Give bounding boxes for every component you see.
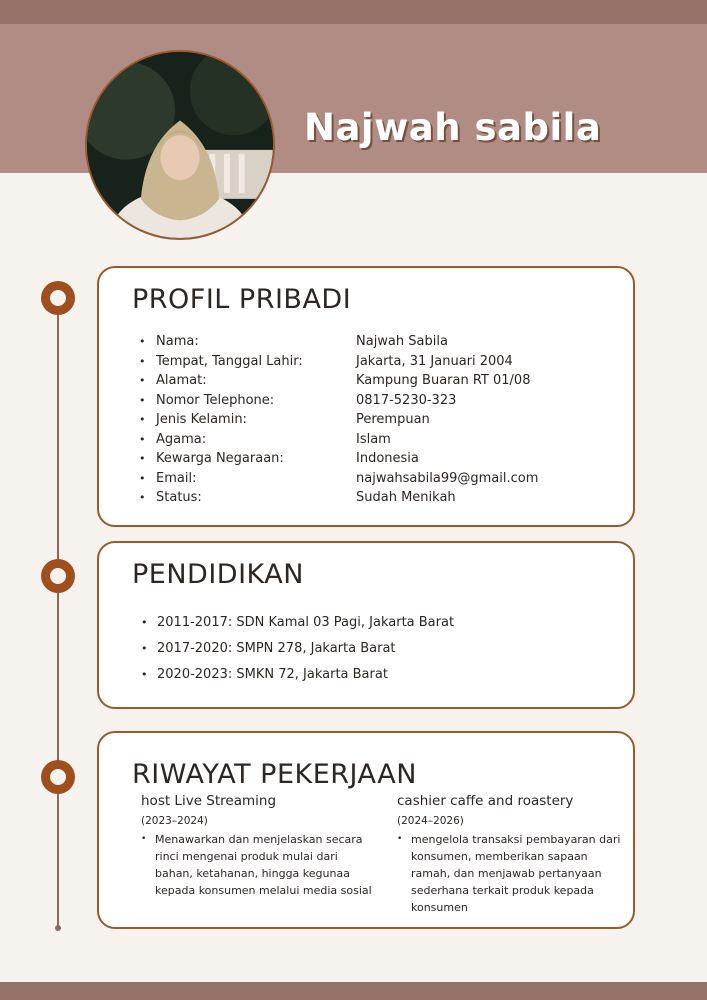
bullet-icon: •	[397, 834, 403, 844]
profile-row-phone	[139, 391, 619, 411]
profile-value: Islam	[356, 431, 391, 447]
job-entry-cashier	[397, 793, 627, 916]
bullet-icon: •	[139, 393, 146, 407]
timeline-line	[57, 298, 59, 928]
profile-label: Agama:	[156, 431, 207, 447]
bullet-icon: •	[139, 354, 146, 368]
profile-value: Najwah Sabila	[356, 334, 448, 350]
education-item	[141, 661, 454, 687]
job-entry-host	[141, 793, 373, 899]
work-section-title: RIWAYAT PEKERJAAN	[132, 759, 417, 790]
education-item	[141, 609, 454, 635]
bullet-icon: •	[139, 471, 146, 485]
profile-row-gender	[139, 410, 619, 430]
profile-row-status	[139, 488, 619, 508]
bullet-icon: •	[141, 615, 148, 629]
header-top-bar	[0, 0, 707, 24]
profile-label: Status:	[156, 490, 202, 506]
profile-label: Nama:	[156, 334, 199, 350]
job-description-text: mengelola transaksi pembayaran dari konsumen, memberikan sapaan ramah, dan menjawab pertanyaan sederhana terkait produk kepada konsumen	[411, 833, 621, 914]
job-description-text: Menawarkan dan menjelaskan secara rinci mengenai produk mulai dari bahan, ketahanan, hingga kegunaa kepada konsumen melalui media sosial	[155, 833, 372, 897]
profile-value: najwahsabila99@gmail.com	[356, 470, 539, 486]
profile-list	[139, 332, 619, 508]
profile-photo-image	[87, 52, 273, 238]
profile-label: Jenis Kelamin:	[156, 412, 247, 428]
job-period: (2024–2026)	[397, 815, 464, 827]
job-period: (2023–2024)	[141, 815, 208, 827]
job-description	[397, 831, 627, 916]
job-title: cashier caffe and roastery	[397, 793, 574, 809]
education-item-text: 2020-2023: SMKN 72, Jakarta Barat	[157, 666, 388, 682]
profile-photo	[85, 50, 275, 240]
profile-section-title: PROFIL PRIBADI	[132, 284, 352, 315]
profile-value: Perempuan	[356, 412, 430, 428]
work-card	[97, 731, 635, 929]
profile-label: Alamat:	[156, 373, 207, 389]
timeline-dot-icon	[41, 760, 75, 794]
footer-bar	[0, 982, 707, 1000]
bullet-icon: •	[139, 491, 146, 505]
job-description	[141, 831, 373, 899]
timeline-end-dot	[55, 925, 61, 931]
resume-name-title: Najwah sabila	[304, 106, 602, 149]
bullet-icon: •	[139, 413, 146, 427]
profile-row-email	[139, 469, 619, 489]
timeline-dot-icon	[41, 281, 75, 315]
bullet-icon: •	[139, 452, 146, 466]
bullet-icon: •	[141, 667, 148, 681]
profile-label: Nomor Telephone:	[156, 392, 275, 408]
profile-row-religion	[139, 430, 619, 450]
education-section-title: PENDIDIKAN	[132, 559, 304, 590]
profile-label: Kewarga Negaraan:	[156, 451, 284, 467]
profile-row-birth	[139, 352, 619, 372]
bullet-icon: •	[139, 432, 146, 446]
education-item-text: 2017-2020: SMPN 278, Jakarta Barat	[157, 640, 396, 656]
education-item	[141, 635, 454, 661]
education-list	[141, 609, 454, 687]
bullet-icon: •	[141, 641, 148, 655]
job-title: host Live Streaming	[141, 793, 277, 809]
education-item-text: 2011-2017: SDN Kamal 03 Pagi, Jakarta Barat	[157, 614, 455, 630]
profile-row-address	[139, 371, 619, 391]
profile-row-nationality	[139, 449, 619, 469]
profile-value: Indonesia	[356, 451, 419, 467]
profile-value: 0817-5230-323	[356, 392, 457, 408]
profile-value: Kampung Buaran RT 01/08	[356, 373, 531, 389]
profile-label: Tempat, Tanggal Lahir:	[156, 353, 303, 369]
bullet-icon: •	[139, 374, 146, 388]
timeline-dot-icon	[41, 559, 75, 593]
bullet-icon: •	[141, 834, 147, 844]
education-card	[97, 541, 635, 709]
bullet-icon: •	[139, 335, 146, 349]
profile-card	[97, 266, 635, 527]
profile-label: Email:	[156, 470, 197, 486]
profile-row-name	[139, 332, 619, 352]
profile-value: Jakarta, 31 Januari 2004	[356, 353, 513, 369]
profile-value: Sudah Menikah	[356, 490, 456, 506]
